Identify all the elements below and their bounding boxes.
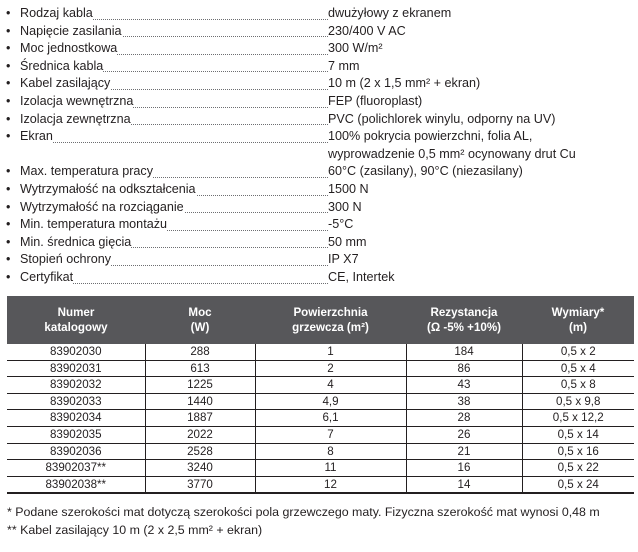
spec-label: Wytrzymałość na rozciąganie	[6, 200, 184, 214]
cell-catalog-number: 83902038**	[7, 476, 145, 493]
cell-catalog-number: 83902031	[7, 360, 145, 377]
table-row	[7, 393, 634, 410]
cell-resistance: 38	[406, 393, 522, 410]
cell-area: 4,9	[255, 393, 406, 410]
spec-row	[0, 23, 638, 41]
bullet-icon: •	[6, 6, 11, 20]
table-row	[7, 460, 634, 477]
cell-dimensions: 0,5 x 24	[522, 476, 634, 493]
spec-label: Max. temperatura pracy	[6, 164, 153, 178]
cell-dimensions: 0,5 x 2	[522, 344, 634, 360]
spec-row	[0, 234, 638, 252]
cell-resistance: 21	[406, 443, 522, 460]
footnotes	[7, 504, 600, 539]
spec-value: 50 mm	[328, 234, 367, 249]
header-power: Moc (W)	[145, 296, 255, 344]
table-row	[7, 476, 634, 493]
table-header-row	[7, 296, 634, 344]
bullet-icon: •	[6, 41, 11, 56]
cell-dimensions: 0,5 x 12,2	[522, 410, 634, 427]
cell-catalog-number: 83902036	[7, 443, 145, 460]
spec-value: 10 m (2 x 1,5 mm² + ekran)	[328, 76, 481, 91]
footnote-width: * Podane szerokości mat dotyczą szerokości pola grzewczego maty. Fizyczna szerokość mat wynosi 0,48 m	[7, 505, 600, 519]
cell-dimensions: 0,5 x 9,8	[522, 393, 634, 410]
catalog-table	[7, 296, 634, 494]
bullet-icon: •	[6, 58, 11, 73]
bullet-icon: •	[6, 217, 11, 232]
table-row	[7, 426, 634, 443]
spec-row	[0, 93, 638, 111]
spec-value: -5°C	[328, 217, 354, 232]
spec-value: CE, Intertek	[328, 269, 395, 284]
spec-list	[0, 5, 638, 287]
bullet-icon: •	[6, 164, 11, 179]
cell-area: 2	[255, 360, 406, 377]
cell-resistance: 43	[406, 377, 522, 394]
spec-row	[0, 128, 638, 163]
bullet-icon: •	[6, 23, 11, 38]
spec-value: dwużyłowy z ekranem	[328, 6, 452, 20]
cell-area: 11	[255, 460, 406, 477]
spec-row	[0, 181, 638, 199]
spec-row	[0, 111, 638, 129]
header-dimensions: Wymiary* (m)	[522, 296, 634, 344]
spec-row	[0, 5, 638, 23]
footnote-cable: ** Kabel zasilający 10 m (2 x 2,5 mm² + ekran)	[7, 522, 263, 537]
bullet-icon: •	[6, 199, 11, 214]
table-row	[7, 377, 634, 394]
bullet-icon: •	[6, 93, 11, 108]
cell-area: 12	[255, 476, 406, 493]
spec-label: Średnica kabla	[6, 59, 103, 73]
cell-catalog-number: 83902033	[7, 393, 145, 410]
cell-power: 2022	[145, 426, 255, 443]
spec-value: 7 mm	[328, 58, 360, 73]
spec-row	[0, 199, 638, 217]
bullet-icon: •	[6, 269, 11, 284]
spec-row	[0, 269, 638, 287]
cell-power: 1225	[145, 377, 255, 394]
cell-area: 1	[255, 344, 406, 360]
cell-catalog-number: 83902032	[7, 377, 145, 394]
bullet-icon: •	[6, 129, 11, 144]
spec-row	[0, 40, 638, 58]
table-row	[7, 443, 634, 460]
spec-value-line: wyprowadzenie 0,5 mm² ocynowany drut Cu	[328, 146, 576, 161]
spec-row	[0, 75, 638, 93]
spec-value-line: 100% pokrycia powierzchni, folia AL,	[328, 129, 533, 144]
table-row	[7, 410, 634, 427]
spec-label: Min. średnica gięcia	[6, 235, 131, 249]
spec-value: 1500 N	[328, 181, 369, 196]
cell-dimensions: 0,5 x 8	[522, 377, 634, 394]
cell-resistance: 184	[406, 344, 522, 360]
spec-row	[0, 163, 638, 181]
header-resistance: Rezystancja (Ω -5% +10%)	[406, 296, 522, 344]
cell-power: 1440	[145, 393, 255, 410]
cell-catalog-number: 83902034	[7, 410, 145, 427]
cell-area: 4	[255, 377, 406, 394]
spec-label: Min. temperatura montażu	[6, 217, 167, 231]
cell-power: 2528	[145, 443, 255, 460]
dotted-leader	[20, 142, 328, 143]
header-catalog-number: Numer katalogowy	[7, 296, 145, 344]
spec-label: Izolacja zewnętrzna	[6, 112, 131, 126]
cell-dimensions: 0,5 x 22	[522, 460, 634, 477]
bullet-icon: •	[6, 234, 11, 249]
cell-power: 1887	[145, 410, 255, 427]
table-row	[7, 344, 634, 360]
spec-row	[0, 251, 638, 269]
cell-resistance: 86	[406, 360, 522, 377]
cell-resistance: 14	[406, 476, 522, 493]
cell-area: 7	[255, 426, 406, 443]
spec-label: Wytrzymałość na odkształcenia	[6, 182, 196, 196]
spec-row	[0, 216, 638, 234]
cell-catalog-number: 83902035	[7, 426, 145, 443]
spec-label: Certyfikat	[6, 270, 73, 284]
cell-dimensions: 0,5 x 16	[522, 443, 634, 460]
spec-value: FEP (fluoroplast)	[328, 93, 423, 108]
cell-area: 8	[255, 443, 406, 460]
spec-row	[0, 58, 638, 76]
spec-label: Stopień ochrony	[6, 252, 111, 266]
bullet-icon: •	[6, 111, 11, 126]
spec-value: 300 N	[328, 199, 362, 214]
spec-value	[328, 128, 576, 163]
cell-catalog-number: 83902030	[7, 344, 145, 360]
bullet-icon: •	[6, 76, 11, 91]
bullet-icon: •	[6, 252, 11, 267]
cell-power: 3770	[145, 476, 255, 493]
spec-value: 60°C (zasilany), 90°C (niezasilany)	[328, 164, 523, 179]
bullet-icon: •	[6, 181, 11, 196]
cell-resistance: 26	[406, 426, 522, 443]
spec-value: 230/400 V AC	[328, 23, 406, 38]
table-row	[7, 360, 634, 377]
spec-label: Rodzaj kabla	[6, 6, 93, 20]
spec-value: PVC (polichlorek winylu, odporny na UV)	[328, 111, 556, 126]
cell-power: 613	[145, 360, 255, 377]
spec-value: 300 W/m²	[328, 41, 383, 56]
spec-label: Moc jednostkowa	[6, 41, 117, 55]
cell-power: 288	[145, 344, 255, 360]
cell-dimensions: 0,5 x 4	[522, 360, 634, 377]
cell-resistance: 28	[406, 410, 522, 427]
cell-catalog-number: 83902037**	[7, 460, 145, 477]
header-heating-area: Powierzchnia grzewcza (m²)	[255, 296, 406, 344]
spec-label: Napięcie zasilania	[6, 24, 122, 38]
spec-label: Izolacja wewnętrzna	[6, 94, 133, 108]
cell-power: 3240	[145, 460, 255, 477]
spec-label: Kabel zasilający	[6, 76, 110, 90]
cell-area: 6,1	[255, 410, 406, 427]
spec-value: IP X7	[328, 252, 359, 267]
cell-dimensions: 0,5 x 14	[522, 426, 634, 443]
spec-label: Ekran	[6, 129, 53, 143]
cell-resistance: 16	[406, 460, 522, 477]
